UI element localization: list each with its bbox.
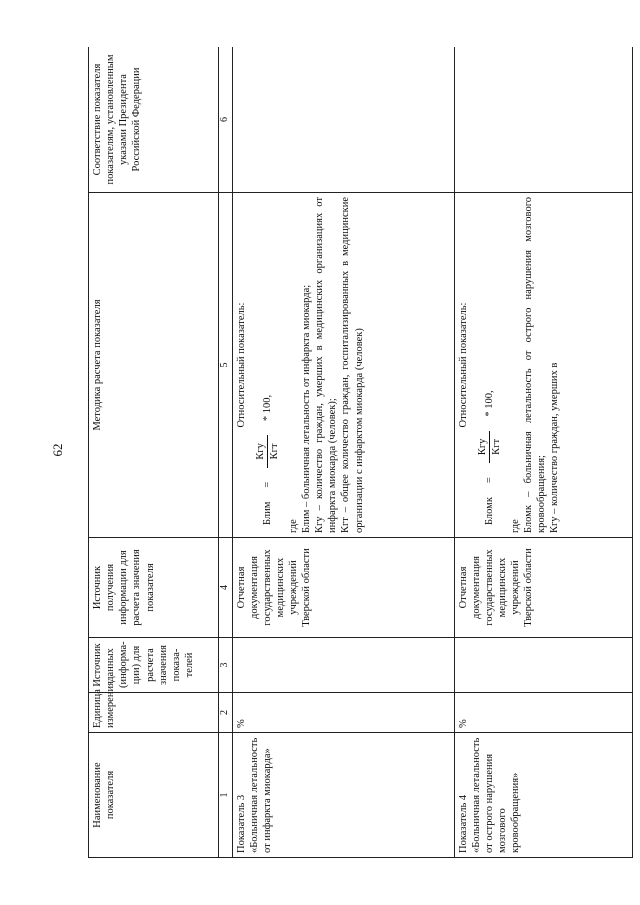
formula-fraction	[254, 435, 281, 468]
method-cell	[454, 193, 633, 538]
column-number: 1	[219, 733, 233, 858]
formula-fraction	[476, 431, 503, 464]
formula-eq: =	[483, 477, 495, 484]
source-info-cell: Отчетная документация государственных медицинских учреждений Тверской области	[454, 538, 633, 638]
header-method: Методика расчета показателя	[89, 193, 219, 538]
method-title: Относительный показатель:	[235, 302, 247, 428]
column-number: 5	[219, 193, 233, 538]
header-correspondence: Соответствие показателя показателям, установленным указами Президента Российской Федерации	[89, 47, 219, 193]
correspondence-cell	[454, 47, 633, 193]
column-number: 3	[219, 638, 233, 693]
header-row	[89, 47, 219, 858]
indicator-name: Показатель 4 «Больничная летальность от острого нарушения мозгового кровообращения»	[454, 733, 633, 858]
formula-numerator: Кгу	[254, 435, 268, 468]
header-source-data: Источник данных (информа-ции) для расчета значения показа-телей	[89, 638, 219, 693]
formula-right: * 100,	[483, 390, 495, 417]
column-number: 2	[219, 693, 233, 733]
formula-left: Блим	[261, 501, 273, 525]
header-source-info: Источник получения информации для расчета значения показателя	[89, 538, 219, 638]
formula-eq: =	[261, 481, 273, 488]
method-line: Бломк – больничная летальность от острого нарушения мозгового кровообращения;	[523, 197, 548, 533]
formula	[476, 197, 503, 525]
where-label: где	[287, 519, 299, 533]
unit-cell: %	[454, 693, 633, 733]
header-unit: Единица измерения	[89, 693, 219, 733]
unit-cell: %	[232, 693, 454, 733]
source-info-cell: Отчетная документация государственных медицинских учреждений Тверской области	[232, 538, 454, 638]
where-label: где	[509, 519, 521, 533]
table-row	[454, 47, 633, 858]
page-number: 62	[50, 443, 65, 457]
table-container	[88, 47, 633, 858]
formula-denominator: Кгт	[268, 443, 280, 460]
formula-right: * 100,	[261, 394, 273, 422]
method-line: Кгт – общее количество граждан, госпитализированных в медицинские организации с инфарктом миокарда (человек)	[340, 197, 365, 533]
formula-denominator: Кгт	[490, 438, 502, 455]
column-number-row	[219, 47, 233, 858]
header-name: Наименование показателя	[89, 733, 219, 858]
formula-numerator: Кгу	[476, 431, 490, 464]
formula	[254, 197, 281, 525]
method-line: Кгу – количество граждан, умерших в медицинских организациях от инфаркта миокарда (человек);	[314, 197, 339, 533]
method-line: Блим – больничная летальность от инфаркта миокарда;	[301, 284, 312, 533]
method-title: Относительный показатель:	[457, 302, 469, 428]
method-cell	[232, 193, 454, 538]
column-number: 4	[219, 538, 233, 638]
correspondence-cell	[232, 47, 454, 193]
table-row	[232, 47, 454, 858]
method-line: Кгу – количество граждан, умерших в	[549, 362, 561, 533]
indicator-name: Показатель 3 «Больничная летальность от инфаркта миокарда»	[232, 733, 454, 858]
column-number: 6	[219, 47, 233, 193]
formula-left: Бломк	[483, 497, 495, 525]
indicator-table	[88, 47, 633, 858]
source-data-cell	[454, 638, 633, 693]
source-data-cell	[232, 638, 454, 693]
